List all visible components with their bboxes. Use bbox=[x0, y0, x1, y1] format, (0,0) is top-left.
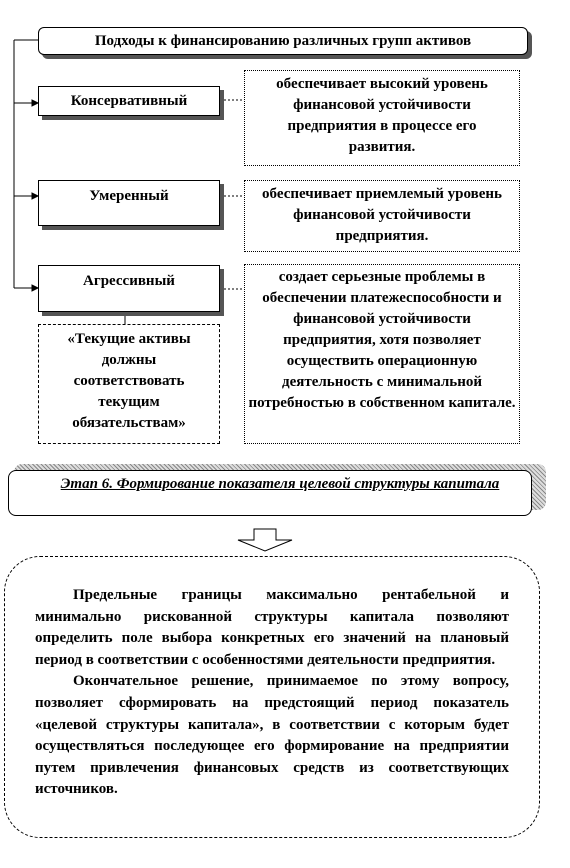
header-box bbox=[38, 27, 528, 55]
down-arrow-icon bbox=[238, 529, 292, 551]
stage-banner bbox=[8, 470, 532, 516]
description-text: обеспечивает приемлемый уровень финансовой устойчивости предприятия. bbox=[262, 186, 502, 244]
approach-name: Консервативный bbox=[70, 93, 188, 109]
approach-moderate bbox=[38, 180, 220, 226]
description-aggressive bbox=[244, 264, 520, 444]
description-conservative bbox=[244, 70, 520, 166]
body-paragraph-1: Предельные границы максимально рентабельной и минимально рискованной структуры капитала позволяют определить поле выбора конкретных его значений на плановый период в соответствии с особенностями деятельности предприятия. bbox=[35, 587, 509, 668]
note-text: «Текущие активы должны соответствовать текущим обязательствам» bbox=[67, 331, 191, 431]
body-paragraph-2: Окончательное решение, принимаемое по этому вопросу, позволяет сформировать на предстоящий период показатель «целевой структуры капитала», в соответствии с которым будет осуществляться последующее его формирование на предприятии путем привлечения финансовых средств из соответствующих источников. bbox=[35, 673, 509, 798]
stage-label: Этап 6. Формирование показателя целевой структуры капитала bbox=[60, 476, 500, 492]
note-box bbox=[38, 324, 220, 444]
approach-name: Агрессивный bbox=[83, 273, 175, 289]
header-title: Подходы к финансированию различных групп активов bbox=[94, 33, 472, 49]
description-text: создает серьезные проблемы в обеспечении платежеспособности и финансовой устойчивости предприятия, хотя позволяет осуществить операционную деятельность с минимальной потребностью в собственном капитале. bbox=[248, 269, 516, 411]
approach-conservative bbox=[38, 86, 220, 116]
approach-aggressive bbox=[38, 265, 220, 312]
description-text: обеспечивает высокий уровень финансовой устойчивости предприятия в процессе его развития. bbox=[276, 76, 488, 155]
body-box bbox=[4, 556, 540, 838]
approach-name: Умеренный bbox=[89, 188, 169, 204]
description-moderate bbox=[244, 180, 520, 252]
